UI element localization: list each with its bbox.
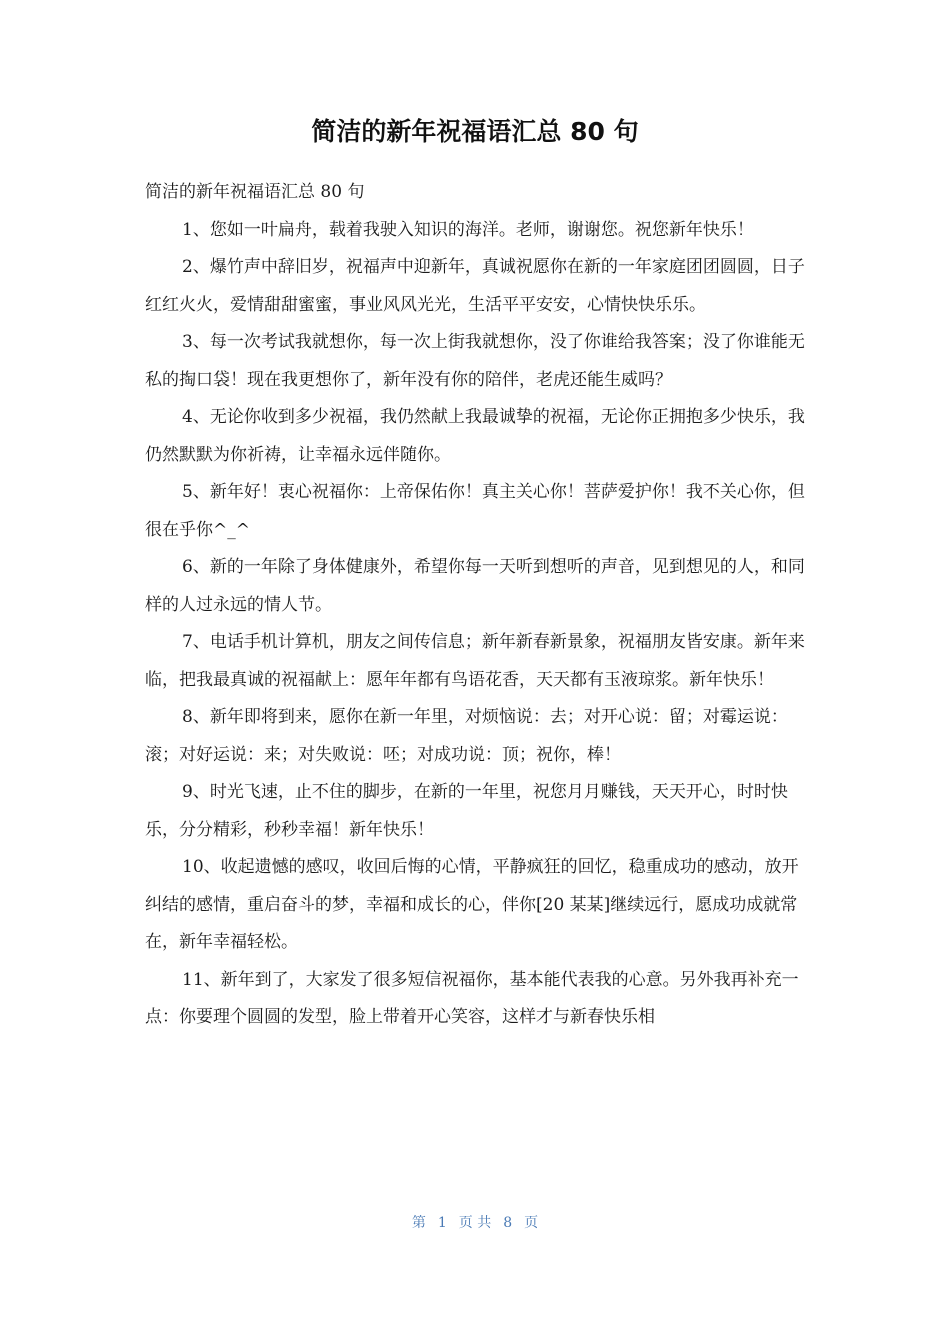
- paragraph: 4、无论你收到多少祝福，我仍然献上我最诚挚的祝福，无论你正拥抱多少快乐，我仍然默默为你祈祷，让幸福永远伴随你。: [145, 407, 805, 465]
- current-page-number: 1: [437, 1215, 447, 1231]
- footer-label-pages: 页: [524, 1215, 539, 1231]
- paragraph: 1、您如一叶扁舟，载着我驶入知识的海洋。老师，谢谢您。祝您新年快乐！: [182, 219, 754, 240]
- footer-label-of: 页 共: [458, 1215, 492, 1231]
- paragraph: 10、收起遗憾的感叹，收回后悔的心情，平静疯狂的回忆，稳重成功的感动，放开纠结的感情，重启奋斗的梦，幸福和成长的心，伴你[20 某某]继续远行，愿成功成就常在，新年幸福轻松。: [145, 857, 799, 952]
- document-body: [145, 174, 810, 1037]
- paragraph: 8、新年即将到来，愿你在新一年里，对烦恼说：去；对开心说：留；对霉运说：滚；对好运说：来；对失败说：呸；对成功说：顶；祝你，棒！: [145, 707, 788, 765]
- paragraph: 7、电话手机计算机，朋友之间传信息；新年新春新景象，祝福朋友皆安康。新年来临，把我最真诚的祝福献上：愿年年都有鸟语花香，天天都有玉液琼浆。新年快乐！: [145, 632, 805, 690]
- footer-label-page: 第: [411, 1215, 426, 1231]
- paragraph: 2、爆竹声中辞旧岁，祝福声中迎新年，真诚祝愿你在新的一年家庭团团圆圆，日子红红火火，爱情甜甜蜜蜜，事业风风光光，生活平平安安，心情快快乐乐。: [145, 257, 805, 315]
- paragraph: 9、时光飞速，止不住的脚步，在新的一年里，祝您月月赚钱，天天开心，时时快乐，分分精彩，秒秒幸福！新年快乐！: [145, 782, 788, 840]
- paragraph: 6、新的一年除了身体健康外，希望你每一天听到想听的声音，见到想见的人，和同样的人过永远的情人节。: [145, 557, 805, 615]
- document-subtitle: 简洁的新年祝福语汇总 80 句: [145, 182, 365, 202]
- paragraph: 11、新年到了，大家发了很多短信祝福你，基本能代表我的心意。另外我再补充一点：你要理个圆圆的发型，脸上带着开心笑容，这样才与新春快乐相: [145, 969, 799, 1027]
- paragraph: 5、新年好！衷心祝福你：上帝保佑你！真主关心你！菩萨爱护你！我不关心你，但很在乎你^_^: [145, 482, 805, 540]
- page-footer: [0, 1208, 950, 1238]
- total-pages-number: 8: [503, 1215, 513, 1231]
- paragraph: 3、每一次考试我就想你，每一次上街我就想你，没了你谁给我答案；没了你谁能无私的掏口袋！现在我更想你了，新年没有你的陪伴，老虎还能生威吗？: [145, 332, 805, 390]
- document-title: 简洁的新年祝福语汇总 80 句: [311, 117, 639, 146]
